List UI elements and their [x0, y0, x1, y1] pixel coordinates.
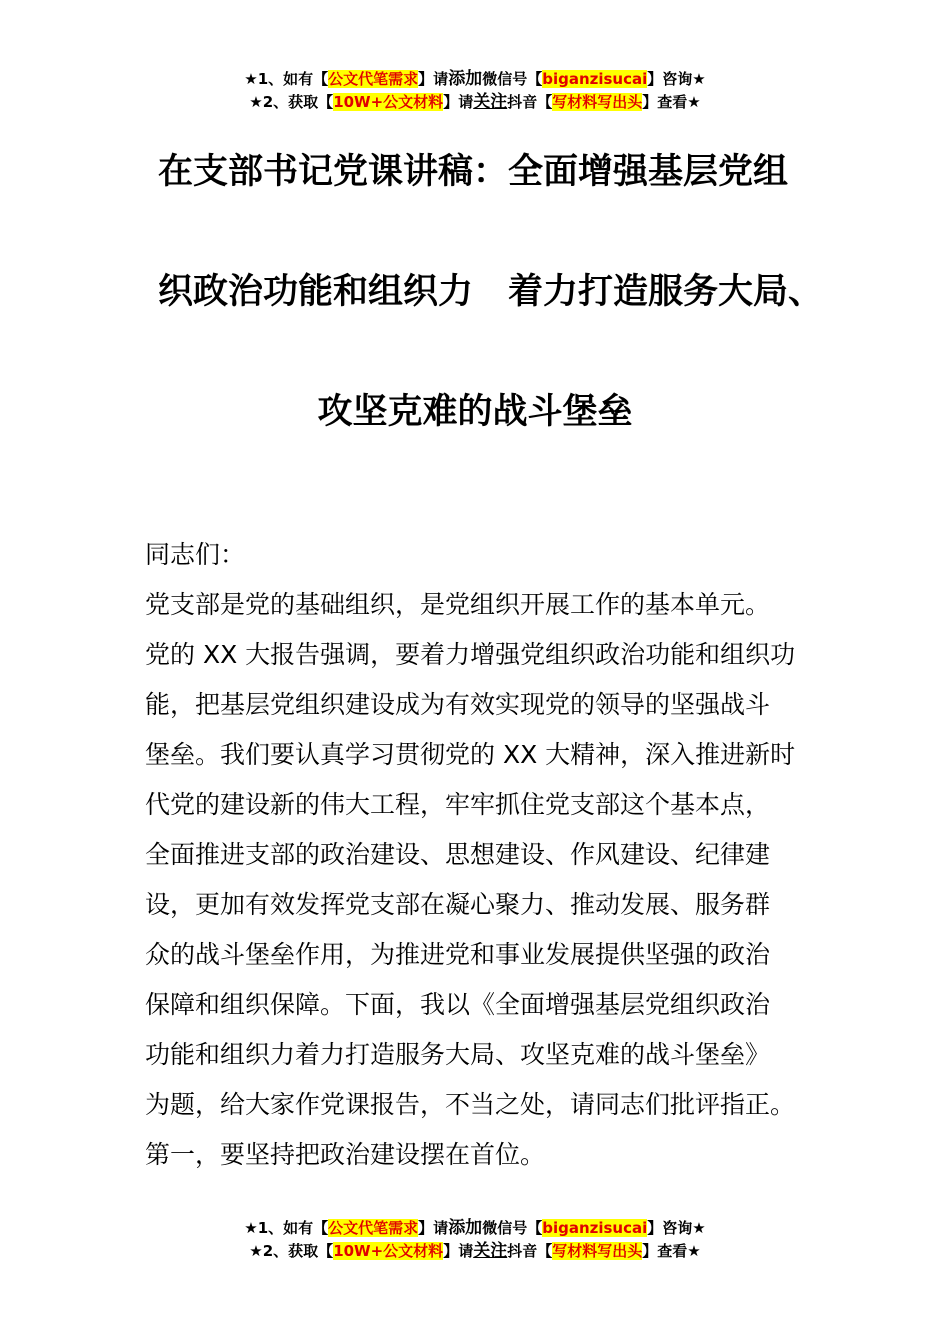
promo-text: 微信号【	[482, 1219, 543, 1237]
promo-suffix: 】查看★	[642, 93, 701, 111]
promo-emphasis: 关注	[473, 1241, 508, 1261]
document-title-line-3: 攻坚克难的战斗堡垒	[317, 392, 633, 432]
promo-line-2	[0, 91, 950, 114]
promo-line-1	[0, 1217, 950, 1240]
promo-suffix: 】查看★	[642, 1242, 701, 1260]
promo-suffix: 】咨询★	[647, 1219, 706, 1237]
body-line: 保障和组织保障。下面，我以《全面增强基层党组织政治	[145, 990, 771, 1019]
section-heading: 第一，要坚持把政治建设摆在首位。	[145, 1140, 546, 1169]
promo-highlight-service: 公文代笔需求	[328, 70, 419, 88]
promo-highlight-douyin: 写材料写出头	[552, 93, 643, 111]
promo-prefix: ★1、如有【	[244, 1219, 329, 1237]
body-line: 众的战斗堡垒作用，为推进党和事业发展提供坚强的政治	[145, 940, 771, 969]
promo-highlight-materials: 10W+公文材料	[333, 93, 444, 111]
promo-highlight-service: 公文代笔需求	[328, 1219, 419, 1237]
top-promo-banner	[0, 68, 950, 114]
promo-text: 】请	[418, 70, 449, 88]
body-line: 功能和组织力着力打造服务大局、攻坚克难的战斗堡垒》	[145, 1040, 771, 1069]
promo-text: 抖音【	[507, 93, 553, 111]
body-line: 全面推进支部的政治建设、思想建设、作风建设、纪律建	[145, 840, 771, 869]
bottom-promo-banner	[0, 1217, 950, 1263]
body-line: 设，更加有效发挥党支部在凝心聚力、推动发展、服务群	[145, 890, 771, 919]
document-title-line-1: 在支部书记党课讲稿：全面增强基层党组	[158, 152, 789, 192]
promo-prefix: ★2、获取【	[249, 1242, 334, 1260]
body-line: 代党的建设新的伟大工程，牢牢抓住党支部这个基本点，	[145, 790, 771, 819]
body-line: 同志们：	[145, 540, 246, 569]
promo-emphasis: 关注	[473, 92, 508, 112]
promo-text: 】请	[443, 93, 474, 111]
promo-text: 抖音【	[507, 1242, 553, 1260]
body-line: 党支部是党的基础组织，是党组织开展工作的基本单元。	[145, 590, 771, 619]
promo-highlight-wechat: biganzisucai	[542, 70, 648, 88]
body-line: 能，把基层党组织建设成为有效实现党的领导的坚强战斗	[145, 690, 771, 719]
body-line: 为题，给大家作党课报告，不当之处，请同志们批评指正。	[145, 1090, 796, 1119]
promo-highlight-wechat: biganzisucai	[542, 1219, 648, 1237]
promo-text: 】请	[443, 1242, 474, 1260]
promo-highlight-materials: 10W+公文材料	[333, 1242, 444, 1260]
promo-text: 】请	[418, 1219, 449, 1237]
body-line: 党的 XX 大报告强调，要着力增强党组织政治功能和组织功	[145, 640, 796, 669]
promo-line-2	[0, 1240, 950, 1263]
promo-highlight-douyin: 写材料写出头	[552, 1242, 643, 1260]
promo-line-1	[0, 68, 950, 91]
document-body	[145, 530, 825, 1180]
body-line: 堡垒。我们要认真学习贯彻党的 XX 大精神，深入推进新时	[145, 740, 796, 769]
promo-prefix: ★1、如有【	[244, 70, 329, 88]
promo-prefix: ★2、获取【	[249, 93, 334, 111]
document-title-line-2: 织政治功能和组织力 着力打造服务大局、	[158, 272, 824, 312]
promo-suffix: 】咨询★	[647, 70, 706, 88]
promo-emphasis: 添加	[448, 69, 483, 89]
promo-text: 微信号【	[482, 70, 543, 88]
promo-emphasis: 添加	[448, 1218, 483, 1238]
